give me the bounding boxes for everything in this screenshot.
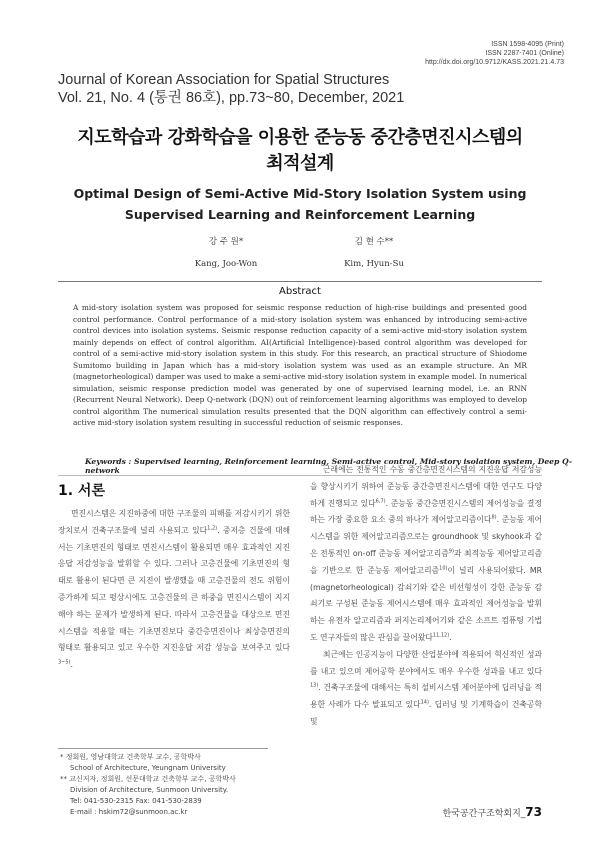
right-paragraph-1: 근래에는 전통적인 수동 중간층면진시스템의 지진응답 저감성능을 향상시키기 위하여 준능동 중간층면진시스템에 대한 연구도 다양하게 진행되고 있다$^{6,7)}$. 준능동 중간층면진시스템의 제어성능을 결정하는 가장 중요한 요소 중의 하나가 제어알고리즘이다$^{8)}$. 준능동 제어시스템을 위한 제어알고리즘으로는 groundhook 및 skyhook과 같은 전통적인 on-off 준능동 제어알고리즘$^{9)}$과 최적능동 제어알고리즘을 기반으로 한 준능동 제어알고리즘$^{10)}$이 널리 사용되어왔다. MR (magnetorheological) 감쇠기와 같은 비선형성이 강한 준능동 감쇠기로 구성된 준능동 제어시스템에 매우 효과적인 제어성능을 발휘하는 유전자 알고리즘과 퍼지논리제어기와 같은 소프트 컴퓨팅 기법도 연구자들의 많은 관심을 끌어왔다$^{11,12)}$. xyxy=(310,465,543,642)
journal-name: Journal of Korean Association for Spatial Structures xyxy=(58,72,390,88)
author-1-name-en: Kang, Joo-Won xyxy=(194,259,258,269)
korean-title-line2: 최적설계 xyxy=(266,153,334,174)
page-footer xyxy=(443,805,542,819)
left-paragraph-1: 면진시스템은 지진하중에 대한 구조물의 피해를 저감시키기 위한 장치로서 건축구조물에 널리 사용되고 있다$^{1,2)}$. 중저층 건물에 대해서는 기초면진의 형태로 면진시스템이 활용되면 매우 효과적인 지진응답 저감성능을 발휘할 수 있다. 그러나 고층건물에 기초면진의 형태로 활용이 된다면 큰 지진이 발생했을 때 고층건물의 전도 위험이 증가하게 되고 평상시에도 고층건물의 큰 하중을 면진시스템이 지지해야 하는 문제가 발생하게 된다. 따라서 고층건물을 대상으로 면진시스템을 적용할 때는 기초면진보다 중간층면진이나 최상층면진의 형태로 활용되고 있고 우수한 지진응답 저감 성능을 보여주고 있다$^{3\sim 5)}$. xyxy=(58,509,291,670)
abstract-text: A mid-story isolation system was proposed for seismic response reduction of high-rise buildings and presented good control performance. Control performance of a mid-story isolation system was enhanced by introducing semi-active control devices into isolation systems. Seismic response reduction capacity of a semi-active mid-story isolation system mainly depends on effect of control algorithm. AI(Artificial Intelligence)-based control algorithm was developed for control of a semi-active mid-story isolation system in this study. For this research, an practical structure of Shiodome Sumitomo building in Japan which has a mid-story isolation system was used as an example structure. An MR (magnetorheological) damper was used to make a semi-active mid-story isolation system in example model. In numerical simulation, seismic response prediction model was generated by one of supervised learning model, i.e. an RNN (Recurrent Neural Network). Deep Q-network (DQN) out of reinforcement learning algorithms was employed to develop control algorithm The numerical simulation results presented that the DQN algorithm can effectively control a semi-active mid-story isolation system resulting in successful reduction of seismic responses. xyxy=(73,303,527,427)
author-2-name-en: Kim, Hyun-Su xyxy=(344,259,404,269)
footnote-line: Tel: 041-530-2315 Fax: 041-530-2839 xyxy=(70,797,202,805)
keywords: Keywords : Supervised learning, Reinforcement learning, Semi-active control, Mid-story isolation system, Deep Q-network xyxy=(85,457,573,475)
footnote-line: Division of Architecture, Sunmoon University. xyxy=(70,786,229,794)
abstract-heading: Abstract xyxy=(279,286,321,297)
footnote-line: * 정회원, 영남대학교 건축학부 교수, 공학박사 xyxy=(60,753,201,761)
english-title xyxy=(0,183,600,225)
english-title-line2: Supervised Learning and Reinforcement Learning xyxy=(124,207,476,222)
left-column xyxy=(58,506,290,674)
author-1 xyxy=(146,231,306,275)
issn-online: ISSN 2287-7401 (Online) xyxy=(485,50,564,57)
footnote-email[interactable]: E-mail : hskim72@sunmoon.ac.kr xyxy=(70,808,188,816)
section-heading: 1. 서론 xyxy=(58,483,105,499)
footer-journal: 한국공간구조학회지_ xyxy=(442,809,526,819)
footnote-line: ** 교신저자, 정회원, 선문대학교 건축학부 교수, 공학박사 xyxy=(60,775,236,783)
right-column xyxy=(310,462,542,731)
footnote-rule xyxy=(58,748,268,749)
issn-print: ISSN 1598-4095 (Print) xyxy=(491,41,564,48)
journal-header xyxy=(58,71,404,107)
footnote xyxy=(60,752,280,818)
right-paragraph-2: 최근에는 인공지능이 다양한 산업분야에 적용되어 혁신적인 성과를 내고 있으며 제어공학 분야에서도 매우 우수한 성과를 내고 있다$^{13)}$. 건축구조물에 대해서는 특히 설비시스템 제어분야에 딥러닝을 적용한 사례가 다수 발표되고 있다$^{14)}$. 딥러닝 및 기계학습이 건축공학 및 xyxy=(310,649,542,726)
page-number: 73 xyxy=(525,805,542,819)
author-2-name-ko: 김 현 수** xyxy=(354,237,394,247)
author-2 xyxy=(294,231,454,275)
issn-block xyxy=(425,40,564,67)
journal-issue: Vol. 21, No. 4 (통권 86호), pp.73~80, December, 2021 xyxy=(58,90,405,106)
author-1-name-ko: 강 주 원* xyxy=(208,237,244,247)
english-title-line1: Optimal Design of Semi-Active Mid-Story Isolation System using xyxy=(73,186,527,201)
abstract-top-rule xyxy=(58,281,542,282)
korean-title-line1: 지도학습과 강화학습을 이용한 준능동 중간층면진시스템의 xyxy=(77,127,523,148)
korean-title xyxy=(0,125,600,177)
footnote-line: School of Architecture, Yeungnam University xyxy=(70,764,226,772)
doi-link[interactable]: http://dx.doi.org/10.9712/KASS.2021.21.4.73 xyxy=(425,59,564,66)
